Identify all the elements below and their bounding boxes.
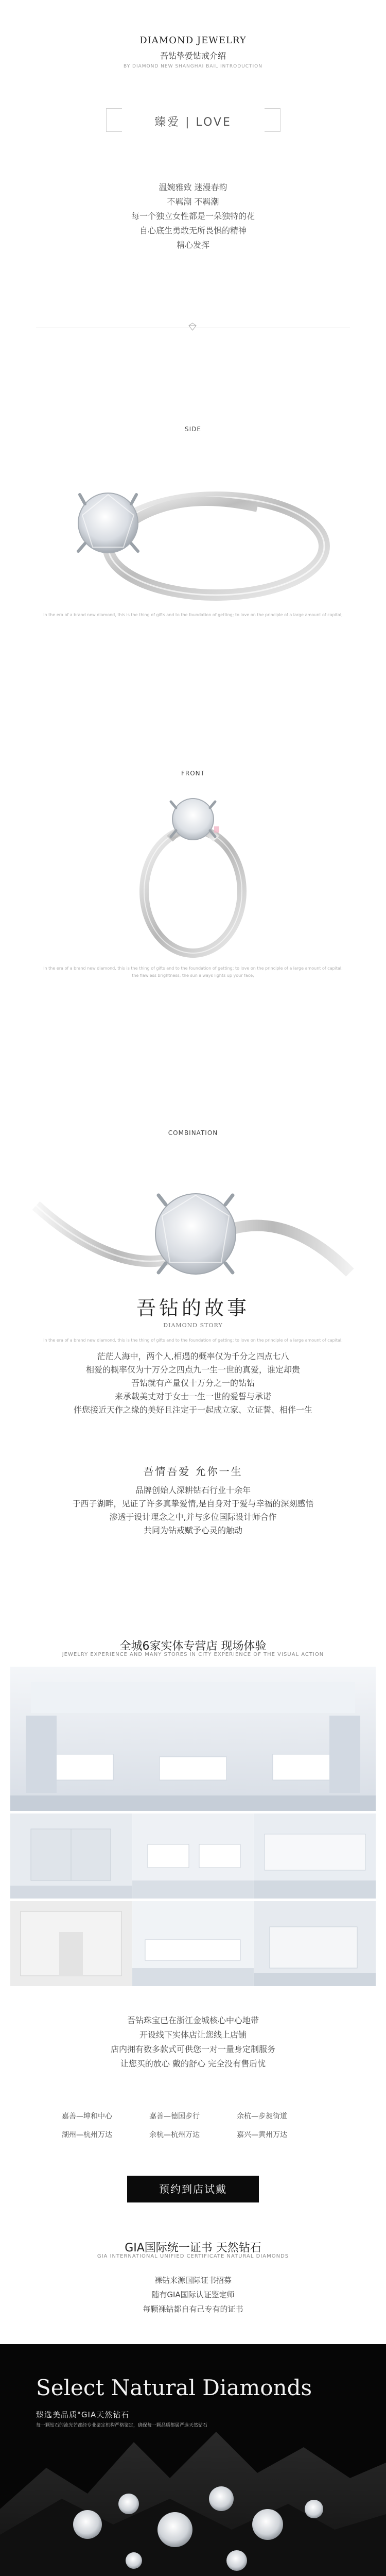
store-photo-5 <box>132 1901 254 1986</box>
ring-label-front: FRONT <box>181 770 205 777</box>
banner-subtitle: 臻选美品质"GIA天然钻石 <box>36 2410 130 2419</box>
love-label: 臻爱 | LOVE <box>154 116 232 129</box>
story-lines <box>0 1350 386 1417</box>
ring-caption-side: In the era of a brand new diamond, this is the thing of gifts and to the foundation of getting; to love on the principle of a large amount of capital; <box>43 613 343 617</box>
intro-section <box>0 0 386 330</box>
story-line: 茫茫人海中，两个人,相遇的概率仅为千分之四点七八 <box>97 1351 289 1361</box>
gia-lines <box>0 2273 386 2316</box>
story-line: 相爱的概率仅为十万分之四点九一生一世的真爱，谁定却贵 <box>85 1365 300 1375</box>
banner-title: Select Natural Diamonds <box>36 2375 312 2400</box>
store-photo-4 <box>10 1901 132 1986</box>
gia-title: GIA国际统一证书 天然钻石 <box>125 2242 261 2255</box>
store-photo-2 <box>132 1814 254 1899</box>
story-line: 伴您接近天作之缘的美好且注定于一起成立家、立证誓、相伴一生 <box>73 1405 312 1415</box>
city-row <box>62 2126 324 2144</box>
store-photo-1 <box>10 1814 132 1899</box>
story-title: 吾钻的故事 <box>136 1297 250 1319</box>
love-line: 温婉雅致 迷漫春韵 <box>159 182 227 192</box>
ring-caption-front-2: the flawless brightness; the sun always lights up your face; <box>132 973 254 978</box>
stores-lines <box>0 2013 386 2071</box>
love-line: 自心底生勇敢无所畏惧的精神 <box>139 226 247 235</box>
gia-line: 裸钻来源国际证书招募 <box>154 2276 232 2285</box>
city-item: 嘉兴—黄州万达 <box>237 2131 287 2139</box>
stores-line: 开设线下实体店让您线上店铺 <box>139 2030 247 2040</box>
store-photo-main <box>10 1667 376 1811</box>
city-item: 嘉善—坤和中心 <box>62 2112 112 2121</box>
ring-caption-front: In the era of a brand new diamond, this is the thing of gifts and to the foundation of getting; to love on the principle of a large amount of capital; <box>43 966 343 971</box>
ring-label-side: SIDE <box>185 426 201 433</box>
ring-photo-front <box>31 783 355 963</box>
love-line: 每一个独立女性都是一朵独特的花 <box>131 211 255 221</box>
gia-subtitle: GIA INTERNATIONAL UNIFIED CERTIFICATE NATURAL DIAMONDS <box>97 2253 289 2259</box>
natural-diamonds-banner <box>0 2344 386 2576</box>
ring-caption-combination: In the era of a brand new diamond, this is the thing of gifts and to the foundation of getting; to love on the principle of a large amount of capital; <box>43 1338 343 1343</box>
store-photo-3 <box>254 1814 376 1899</box>
city-item: 余杭—步昶街道 <box>237 2112 287 2121</box>
stores-line: 让您买的放心 戴的舒心 完全没有售后忧 <box>120 2059 266 2069</box>
stores-subtitle: JEWELRY EXPERIENCE AND MANY STORES IN CITY EXPERIENCE OF THE VISUAL ACTION <box>62 1652 324 1657</box>
story-line: 吾钻就有产量仅十万分之一的钻钻 <box>131 1378 255 1388</box>
story-line: 共同为钻戒赋予心灵的触动 <box>143 1526 242 1535</box>
ring-photo-side <box>31 438 355 608</box>
story-lines-2 <box>0 1484 386 1537</box>
story-line: 渗透于设计理念之中,并与多位国际设计师合作 <box>109 1512 277 1522</box>
banner-note: 每一颗钻石的流光芒都经专业鉴定机构严格鉴定，确保每一颗品质都属严选天然钻石 <box>36 2423 208 2428</box>
story-line: 来承载美丈对于女士一生一世的爱誓与承诺 <box>114 1392 271 1401</box>
story-subtitle: DIAMOND STORY <box>163 1322 223 1329</box>
story-line: 于西子湖畔，见证了许多真挚爱情,是自身对于爱与幸福的深刻感悟 <box>72 1499 314 1509</box>
brand-title: DIAMOND JEWELRY <box>139 35 247 46</box>
diamond-icon <box>188 323 197 331</box>
love-bracket-left <box>106 108 122 132</box>
love-line: 不羁潮 不羁潮 <box>167 197 219 207</box>
gia-line: 每颗裸钻都自有己专有的证书 <box>143 2304 243 2314</box>
city-row <box>62 2107 324 2126</box>
stores-line: 吾钻珠宝已在浙江金城核心中心地带 <box>127 2015 259 2025</box>
stores-title: 全城6家实体专营店 现场体验 <box>119 1640 267 1653</box>
story-line: 品牌创始人深耕钻石行业十余年 <box>135 1485 251 1495</box>
story-title-2: 吾情吾爱 允你一生 <box>143 1465 243 1478</box>
city-item: 嘉善—德国步行 <box>149 2112 200 2121</box>
love-line: 精心发挥 <box>176 240 209 250</box>
city-item: 湖州—杭州万达 <box>62 2131 112 2139</box>
brand-note: BY DIAMOND NEW SHANGHAI BAIL INTRODUCTION <box>124 64 262 69</box>
stores-line: 店内拥有数多款式可供您一对一量身定制服务 <box>110 2044 275 2054</box>
store-photo-6 <box>254 1901 376 1986</box>
store-cities <box>62 2107 324 2144</box>
love-lines <box>0 180 386 252</box>
love-bracket-right <box>265 108 280 132</box>
book-store-tryon-button[interactable]: 预约到店试戴 <box>127 2176 259 2202</box>
gia-line: 随有GIA国际认证鉴定师 <box>151 2290 235 2299</box>
city-item: 余杭—杭州万达 <box>149 2131 200 2139</box>
ring-label-combination: COMBINATION <box>168 1129 218 1137</box>
brand-subtitle: 吾钻挚爱钻戒介绍 <box>160 51 226 61</box>
